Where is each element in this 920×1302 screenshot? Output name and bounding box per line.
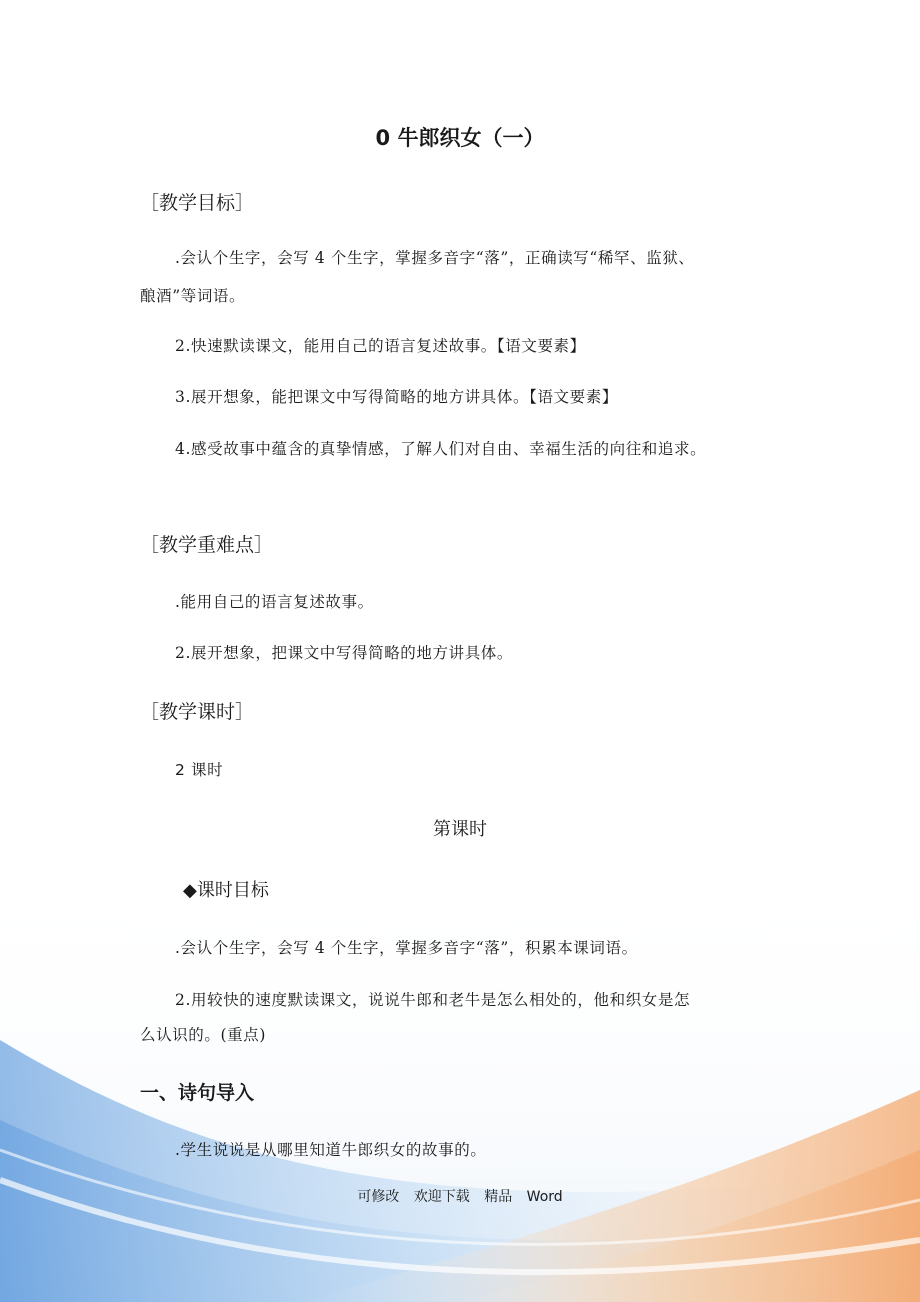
lesson-objective-item-1: .会认个生字，会写 4 个生字，掌握多音字“落”，积累本课词语。: [175, 939, 638, 957]
objective-item-1-line-2: 酿酒”等词语。: [140, 287, 246, 305]
objective-item-2: 2.快速默读课文，能用自己的语言复述故事。【语文要素】: [175, 337, 586, 355]
periods-heading: ［教学课时］: [140, 701, 255, 723]
lesson-objective-item-2-line-2: 么认识的。(重点): [140, 1026, 266, 1044]
document-title: 0 牛郎织女（一）: [375, 126, 545, 150]
objective-item-4: 4.感受故事中蕴含的真挚情感，了解人们对自由、幸福生活的向往和追求。: [175, 440, 707, 458]
key-points-heading: ［教学重难点］: [140, 534, 274, 556]
lesson-objective-item-2-line-1: 2.用较快的速度默读课文，说说牛郎和老牛是怎么相处的，他和织女是怎: [175, 991, 691, 1009]
objectives-heading: ［教学目标］: [140, 192, 255, 214]
key-point-item-2: 2.展开想象，把课文中写得简略的地方讲具体。: [175, 644, 513, 662]
objective-item-1-line-1: .会认个生字，会写 4 个生字，掌握多音字“落”，正确读写“稀罕、监狱、: [175, 249, 695, 267]
periods-value: 2 课时: [175, 761, 224, 779]
intro-item-1: .学生说说是从哪里知道牛郎织女的故事的。: [175, 1141, 487, 1159]
objective-item-3: 3.展开想象，能把课文中写得简略的地方讲具体。【语文要素】: [175, 388, 618, 406]
lesson-title: 第课时: [433, 819, 487, 840]
page-footer: 可修改 欢迎下载 精品 Word: [357, 1189, 563, 1205]
intro-heading: 一、诗句导入: [140, 1082, 255, 1104]
key-point-item-1: .能用自己的语言复述故事。: [175, 593, 374, 611]
lesson-objectives-heading: ◆课时目标: [183, 880, 269, 901]
